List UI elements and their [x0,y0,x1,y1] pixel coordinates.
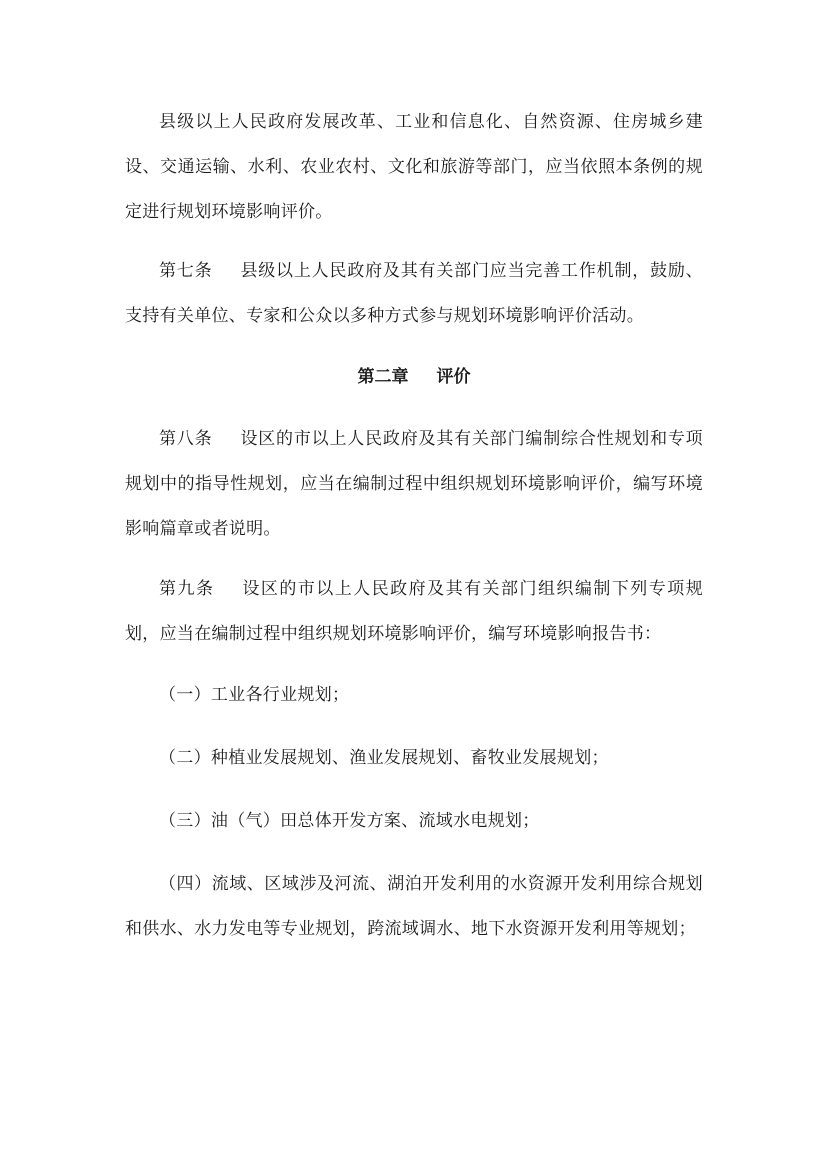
list-item-4 [125,862,703,952]
article-9-label: 第九条 [159,579,215,599]
article-9 [125,567,703,657]
article-8-text: 设区的市以上人民政府及其有关部门编制综合性规划和专项规划中的指导性规划，应当在编制过程中组织规划环境影响评价，编写环境影响篇章或者说明。 [125,429,703,539]
article-8 [125,417,703,552]
list-item-text: （二）种植业发展规划、渔业发展规划、畜牧业发展规划； [159,748,609,768]
list-item-3 [125,799,703,844]
list-item-text: （三）油（气）田总体开发方案、流域水电规划； [159,811,540,831]
list-item-text: （一）工业各行业规划； [159,685,350,705]
article-8-label: 第八条 [159,429,213,449]
article-7-text: 县级以上人民政府及其有关部门应当完善工作机制，鼓励、支持有关单位、专家和公众以多种方式参与规划环境影响评价活动。 [125,261,703,326]
paragraph-department-duties [125,100,703,235]
list-item-text: （四）流域、区域涉及河流、湖泊开发利用的水资源开发利用综合规划和供水、水力发电等专业规划，跨流域调水、地下水资源开发利用等规划； [125,874,703,939]
article-7-label: 第七条 [159,261,213,281]
chapter-number: 第二章 [357,367,409,387]
article-9-text: 设区的市以上人民政府及其有关部门组织编制下列专项规划，应当在编制过程中组织规划环境影响评价，编写环境影响报告书： [125,579,704,644]
chapter-heading [125,355,703,400]
list-item-1 [125,673,703,718]
article-7 [125,249,703,339]
chapter-title: 评价 [436,367,471,387]
paragraph-text: 县级以上人民政府发展改革、工业和信息化、自然资源、住房城乡建设、交通运输、水利、农业农村、文化和旅游等部门，应当依照本条例的规定进行规划环境影响评价。 [125,112,703,222]
list-item-2 [125,736,703,781]
